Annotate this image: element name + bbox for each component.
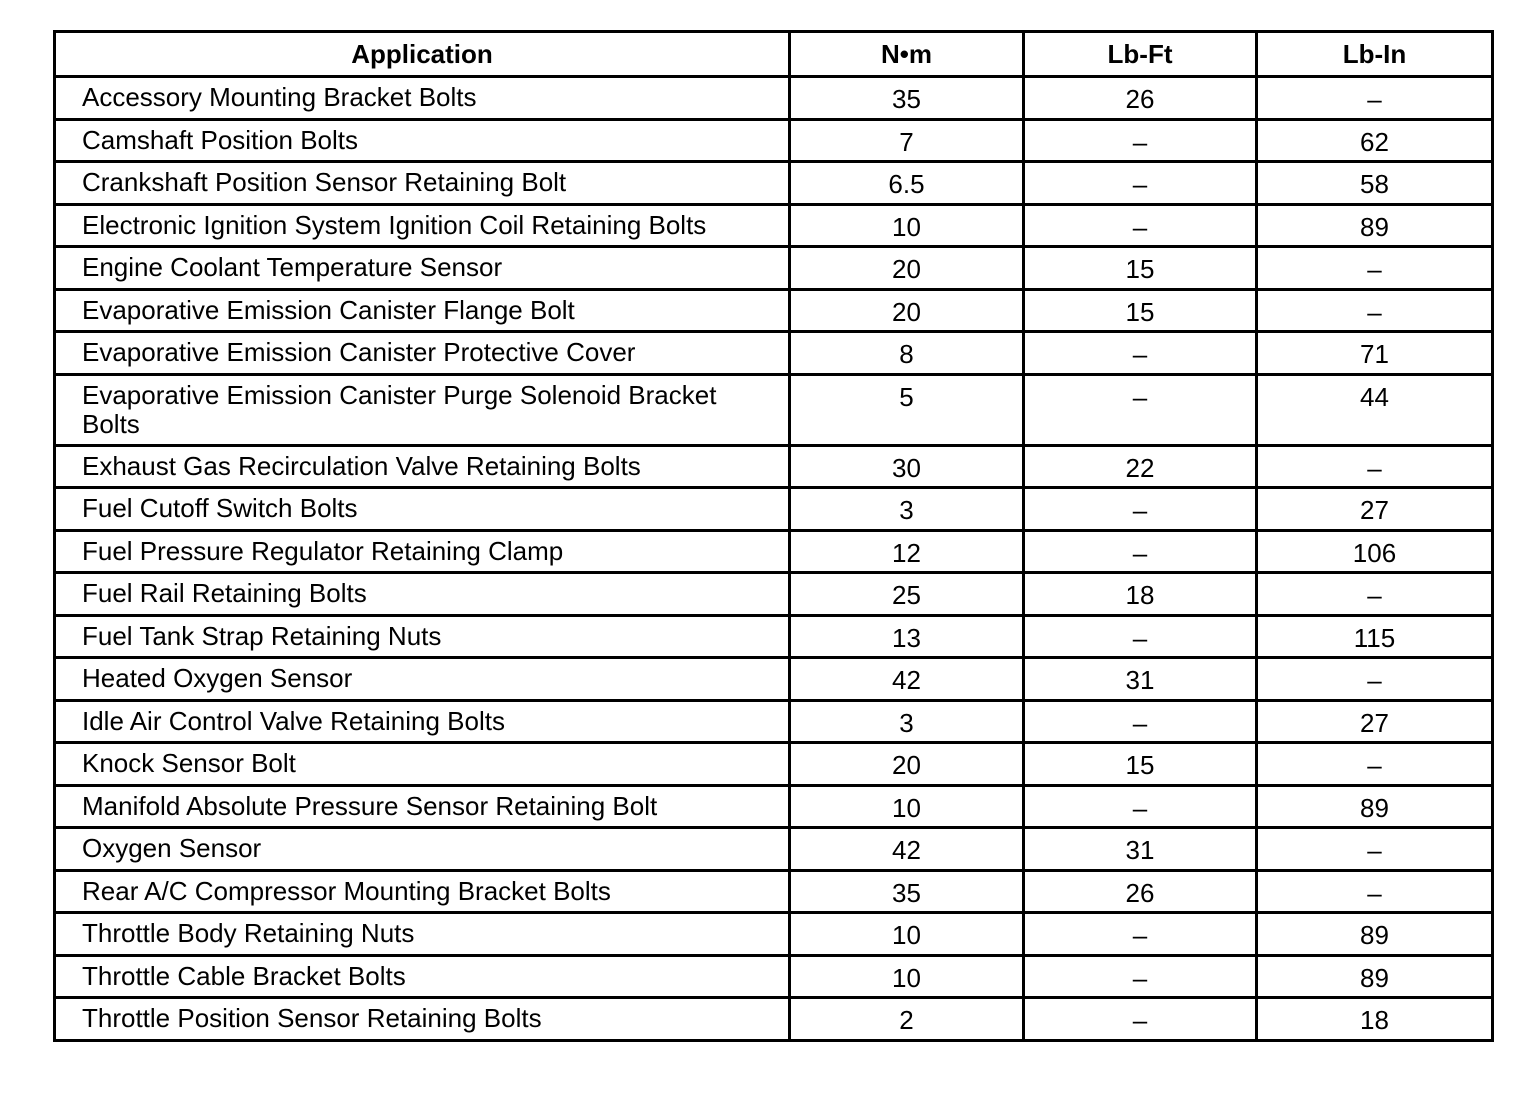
table-row xyxy=(55,488,1493,531)
lbft-cell: – xyxy=(1024,488,1257,531)
lbin-cell: – xyxy=(1257,743,1493,786)
application-cell: Crankshaft Position Sensor Retaining Bolt xyxy=(55,162,790,205)
lbft-cell: 18 xyxy=(1024,573,1257,616)
lbft-cell: – xyxy=(1024,204,1257,247)
lbin-cell: 71 xyxy=(1257,332,1493,375)
application-cell: Fuel Cutoff Switch Bolts xyxy=(55,488,790,531)
table-row xyxy=(55,998,1493,1041)
lbin-cell: – xyxy=(1257,77,1493,120)
application-cell: Exhaust Gas Recirculation Valve Retaining Bolts xyxy=(55,445,790,488)
nm-cell: 8 xyxy=(790,332,1024,375)
table-row xyxy=(55,374,1493,445)
lbin-cell: – xyxy=(1257,445,1493,488)
table-row xyxy=(55,162,1493,205)
table-row xyxy=(55,743,1493,786)
nm-cell: 5 xyxy=(790,374,1024,445)
lbft-cell: – xyxy=(1024,998,1257,1041)
lbin-cell: 106 xyxy=(1257,530,1493,573)
application-cell: Evaporative Emission Canister Flange Bolt xyxy=(55,289,790,332)
table-row xyxy=(55,289,1493,332)
lbft-cell: – xyxy=(1024,785,1257,828)
lbin-cell: – xyxy=(1257,828,1493,871)
lbft-cell: 26 xyxy=(1024,77,1257,120)
header-row xyxy=(55,32,1493,77)
lbin-cell: 89 xyxy=(1257,785,1493,828)
table-row xyxy=(55,828,1493,871)
nm-cell: 10 xyxy=(790,785,1024,828)
lbin-cell: – xyxy=(1257,870,1493,913)
table-row xyxy=(55,573,1493,616)
lbft-cell: 31 xyxy=(1024,828,1257,871)
application-cell: Manifold Absolute Pressure Sensor Retaining Bolt xyxy=(55,785,790,828)
table-row xyxy=(55,247,1493,290)
nm-cell: 35 xyxy=(790,77,1024,120)
nm-cell: 10 xyxy=(790,955,1024,998)
lbft-cell: – xyxy=(1024,913,1257,956)
application-cell: Fuel Tank Strap Retaining Nuts xyxy=(55,615,790,658)
application-cell: Accessory Mounting Bracket Bolts xyxy=(55,77,790,120)
table-row xyxy=(55,332,1493,375)
lbft-cell: 15 xyxy=(1024,247,1257,290)
lbft-cell: 22 xyxy=(1024,445,1257,488)
nm-cell: 12 xyxy=(790,530,1024,573)
nm-cell: 20 xyxy=(790,743,1024,786)
lbin-cell: 89 xyxy=(1257,955,1493,998)
lbft-cell: – xyxy=(1024,530,1257,573)
lbft-cell: 26 xyxy=(1024,870,1257,913)
lbin-cell: 115 xyxy=(1257,615,1493,658)
lbft-cell: 15 xyxy=(1024,289,1257,332)
column-header-nm: N•m xyxy=(790,32,1024,77)
table-row xyxy=(55,204,1493,247)
column-header-lbin: Lb-In xyxy=(1257,32,1493,77)
table-row xyxy=(55,955,1493,998)
table-row xyxy=(55,77,1493,120)
application-cell: Rear A/C Compressor Mounting Bracket Bolts xyxy=(55,870,790,913)
lbin-cell: 27 xyxy=(1257,700,1493,743)
nm-cell: 13 xyxy=(790,615,1024,658)
lbin-cell: 27 xyxy=(1257,488,1493,531)
table-row xyxy=(55,445,1493,488)
column-header-lbft: Lb-Ft xyxy=(1024,32,1257,77)
nm-cell: 30 xyxy=(790,445,1024,488)
nm-cell: 25 xyxy=(790,573,1024,616)
lbin-cell: – xyxy=(1257,247,1493,290)
nm-cell: 20 xyxy=(790,247,1024,290)
application-cell: Evaporative Emission Canister Protective Cover xyxy=(55,332,790,375)
torque-spec-table xyxy=(53,30,1494,1042)
application-cell: Electronic Ignition System Ignition Coil Retaining Bolts xyxy=(55,204,790,247)
column-header-application: Application xyxy=(55,32,790,77)
table-row xyxy=(55,615,1493,658)
lbft-cell: 15 xyxy=(1024,743,1257,786)
lbft-cell: – xyxy=(1024,615,1257,658)
table-row xyxy=(55,700,1493,743)
nm-cell: 10 xyxy=(790,913,1024,956)
application-cell: Fuel Pressure Regulator Retaining Clamp xyxy=(55,530,790,573)
table-row xyxy=(55,658,1493,701)
application-cell: Heated Oxygen Sensor xyxy=(55,658,790,701)
nm-cell: 10 xyxy=(790,204,1024,247)
lbin-cell: 44 xyxy=(1257,374,1493,445)
lbin-cell: 62 xyxy=(1257,119,1493,162)
nm-cell: 3 xyxy=(790,488,1024,531)
application-cell: Throttle Cable Bracket Bolts xyxy=(55,955,790,998)
nm-cell: 6.5 xyxy=(790,162,1024,205)
lbin-cell: – xyxy=(1257,573,1493,616)
lbft-cell: – xyxy=(1024,162,1257,205)
table-row xyxy=(55,870,1493,913)
nm-cell: 42 xyxy=(790,828,1024,871)
lbft-cell: – xyxy=(1024,955,1257,998)
nm-cell: 3 xyxy=(790,700,1024,743)
lbin-cell: 89 xyxy=(1257,913,1493,956)
nm-cell: 42 xyxy=(790,658,1024,701)
nm-cell: 2 xyxy=(790,998,1024,1041)
table-row xyxy=(55,119,1493,162)
table-row xyxy=(55,913,1493,956)
application-cell: Engine Coolant Temperature Sensor xyxy=(55,247,790,290)
application-cell: Knock Sensor Bolt xyxy=(55,743,790,786)
lbft-cell: – xyxy=(1024,119,1257,162)
lbin-cell: 58 xyxy=(1257,162,1493,205)
nm-cell: 35 xyxy=(790,870,1024,913)
application-cell: Throttle Body Retaining Nuts xyxy=(55,913,790,956)
lbft-cell: – xyxy=(1024,374,1257,445)
application-cell: Evaporative Emission Canister Purge Solenoid Bracket Bolts xyxy=(55,374,790,445)
lbin-cell: 18 xyxy=(1257,998,1493,1041)
nm-cell: 20 xyxy=(790,289,1024,332)
application-cell: Idle Air Control Valve Retaining Bolts xyxy=(55,700,790,743)
table-row xyxy=(55,530,1493,573)
lbft-cell: 31 xyxy=(1024,658,1257,701)
application-cell: Oxygen Sensor xyxy=(55,828,790,871)
lbin-cell: – xyxy=(1257,658,1493,701)
lbft-cell: – xyxy=(1024,700,1257,743)
nm-cell: 7 xyxy=(790,119,1024,162)
application-cell: Fuel Rail Retaining Bolts xyxy=(55,573,790,616)
application-cell: Camshaft Position Bolts xyxy=(55,119,790,162)
lbin-cell: 89 xyxy=(1257,204,1493,247)
lbft-cell: – xyxy=(1024,332,1257,375)
application-cell: Throttle Position Sensor Retaining Bolts xyxy=(55,998,790,1041)
table-row xyxy=(55,785,1493,828)
lbin-cell: – xyxy=(1257,289,1493,332)
